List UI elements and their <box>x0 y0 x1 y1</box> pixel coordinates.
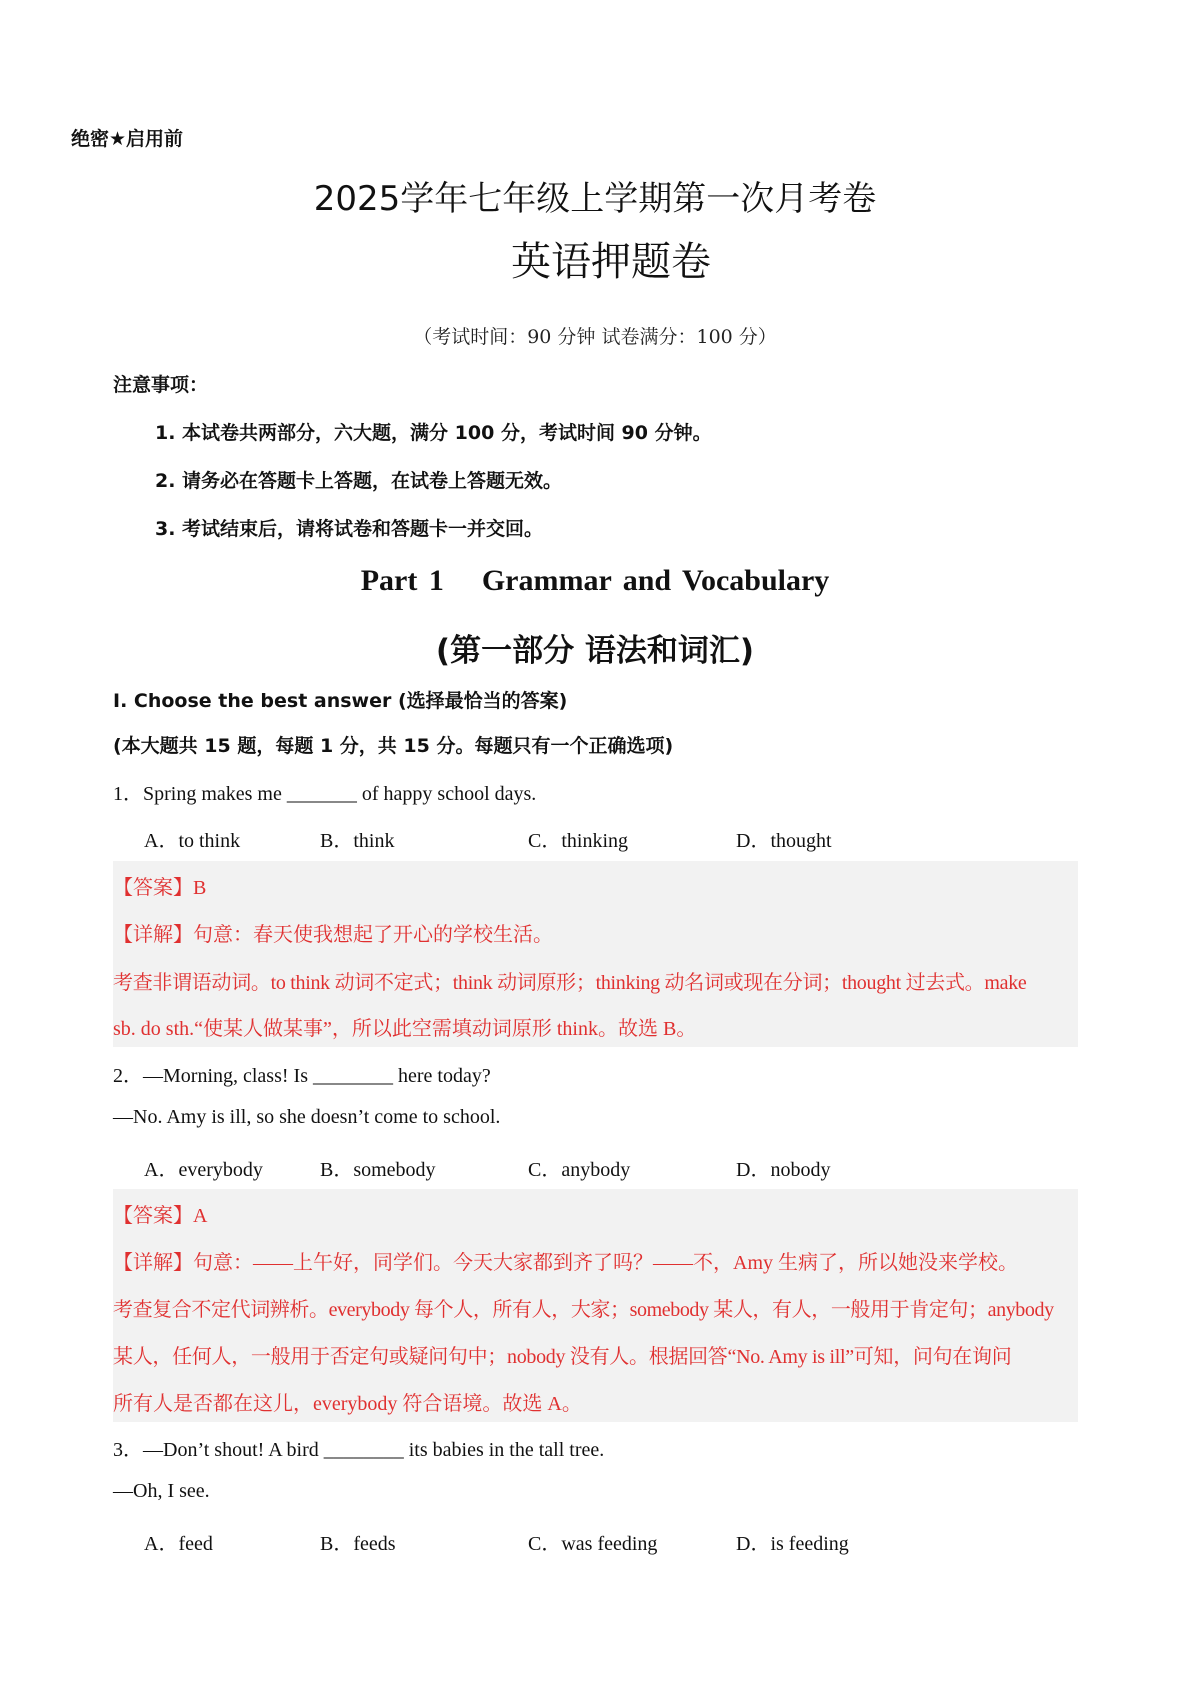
question-1-detail: 考查非谓语动词。to think 动词不定式；think 动词原形；thinking 动名词或现在分词；thought 过去式。make <box>113 972 1027 994</box>
question-1-detail: sb. do sth.“使某人做某事”，所以此空需填动词原形 think。故选 B。 <box>113 1018 697 1040</box>
notes-heading: 注意事项： <box>113 374 209 396</box>
question-1-option-d: D．thought <box>736 830 832 852</box>
section-instruction: (本大题共 15 题，每题 1 分，共 15 分。每题只有一个正确选项) <box>113 735 674 757</box>
exam-info: （考试时间：90 分钟 试卷满分：100 分） <box>413 326 777 348</box>
question-1-stem: 1．Spring makes me _______ of happy school days. <box>113 783 537 805</box>
question-2-stem: 2．—Morning, class! Is ________ here today? <box>113 1065 491 1087</box>
question-3-option-c: C．was feeding <box>528 1533 658 1555</box>
question-2-answer: 【答案】A <box>113 1205 208 1227</box>
question-3-reply: —Oh, I see. <box>113 1480 210 1502</box>
part-title-cn: (第一部分 语法和词汇) <box>435 633 755 669</box>
question-2-option-c: C．anybody <box>528 1159 631 1181</box>
question-3-stem: 3．—Don’t shout! A bird ________ its babies in the tall tree. <box>113 1439 605 1461</box>
part-name: Grammar and Vocabulary <box>481 564 830 597</box>
question-1-option-b: B．think <box>320 830 395 852</box>
question-2-detail: 【详解】句意：——上午好，同学们。今天大家都到齐了吗？——不，Amy 生病了，所以她没来学校。 <box>113 1252 1018 1274</box>
question-2-detail: 所有人是否都在这儿，everybody 符合语境。故选 A。 <box>113 1393 582 1415</box>
question-1-answer: 【答案】B <box>113 877 207 899</box>
exam-subtitle: 英语押题卷 <box>511 239 711 285</box>
question-1-detail: 【详解】句意：春天使我想起了开心的学校生活。 <box>113 924 553 946</box>
question-2-option-d: D．nobody <box>736 1159 831 1181</box>
part-title-en <box>0 564 1190 598</box>
question-2-option-a: A．everybody <box>144 1159 263 1181</box>
question-2-detail: 考查复合不定代词辨析。everybody 每个人，所有人，大家；somebody 某人，有人，一般用于肯定句；anybody <box>113 1299 1054 1321</box>
question-2-option-b: B．somebody <box>320 1159 436 1181</box>
question-1-option-c: C．thinking <box>528 830 629 852</box>
confidential-label: 绝密★启用前 <box>71 128 184 150</box>
question-3-option-d: D．is feeding <box>736 1533 849 1555</box>
note-item: 3. 考试结束后，请将试卷和答题卡一并交回。 <box>155 518 544 540</box>
note-item: 1. 本试卷共两部分，六大题，满分 100 分，考试时间 90 分钟。 <box>155 422 712 444</box>
question-3-option-a: A．feed <box>144 1533 213 1555</box>
question-1-option-a: A．to think <box>144 830 241 852</box>
question-2-reply: —No. Amy is ill, so she doesn’t come to school. <box>113 1106 501 1128</box>
exam-title: 2025学年七年级上学期第一次月考卷 <box>313 179 877 219</box>
part-number: Part 1 <box>360 564 444 597</box>
question-3-option-b: B．feeds <box>320 1533 396 1555</box>
question-2-detail: 某人，任何人，一般用于否定句或疑问句中；nobody 没有人。根据回答“No. Amy is ill”可知，问句在询问 <box>113 1346 1012 1368</box>
note-item: 2. 请务必在答题卡上答题，在试卷上答题无效。 <box>155 470 563 492</box>
section-heading: I. Choose the best answer (选择最恰当的答案) <box>113 690 568 712</box>
